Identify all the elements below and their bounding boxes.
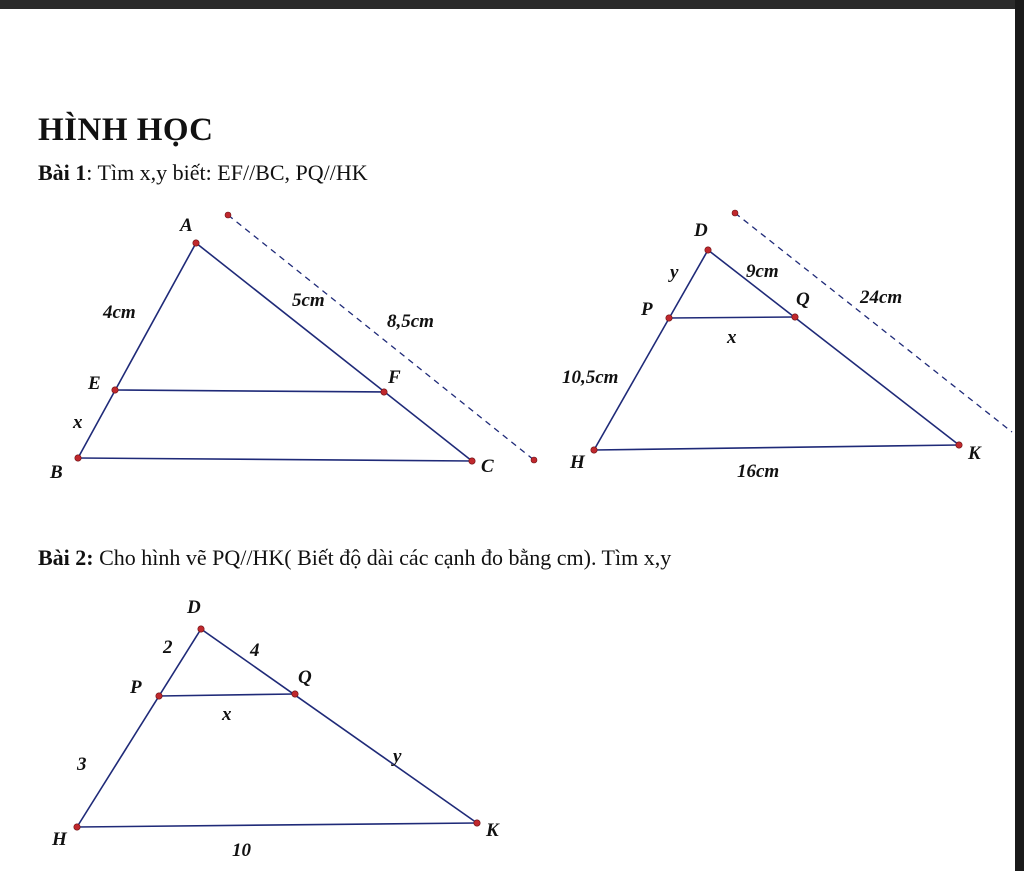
point-p — [156, 693, 162, 699]
dash-end-top — [225, 212, 231, 218]
exercise-1-label: Bài 1 — [38, 160, 87, 185]
measure-af: 5cm — [292, 290, 325, 311]
segment-ac — [196, 243, 472, 461]
label-c: C — [481, 456, 494, 477]
figure-1a-triangle-abc — [49, 212, 537, 483]
measure-hk: 16cm — [737, 461, 780, 482]
point-c — [469, 458, 475, 464]
segment-ab — [78, 243, 196, 458]
point-h — [74, 824, 80, 830]
label-b: B — [50, 462, 63, 483]
point-p — [666, 315, 672, 321]
point-q — [292, 691, 298, 697]
right-edge-bar — [1015, 0, 1024, 871]
segment-ef — [115, 390, 384, 392]
measure-qk: 24cm — [860, 287, 903, 308]
measure-eb: x — [73, 412, 83, 433]
measure-dp: 2 — [163, 637, 173, 658]
measure-dp: y — [670, 262, 679, 283]
measure-dq: 9cm — [746, 261, 779, 282]
label-d: D — [694, 220, 708, 241]
figure-1b-triangle-dhk — [562, 210, 1012, 482]
segment-hk — [594, 445, 959, 450]
label-d: D — [187, 597, 201, 618]
point-q — [792, 314, 798, 320]
point-k — [956, 442, 962, 448]
measure-qk: y — [393, 746, 402, 767]
dashed-measure-ac — [228, 215, 534, 460]
label-h: H — [570, 452, 585, 473]
dash-end-top — [732, 210, 738, 216]
point-d — [705, 247, 711, 253]
segment-bc — [78, 458, 472, 461]
measure-ae: 4cm — [103, 302, 136, 323]
measure-hk: 10 — [232, 840, 251, 861]
measure-pq: x — [222, 704, 232, 725]
label-a: A — [180, 215, 193, 236]
exercise-2-text: Cho hình vẽ PQ//HK( Biết độ dài các cạnh đo bằng cm). Tìm x,y — [93, 545, 672, 570]
measure-fc: 8,5cm — [387, 311, 434, 332]
label-e: E — [88, 373, 101, 394]
label-h: H — [52, 829, 67, 850]
segment-dk — [201, 629, 477, 823]
point-b — [75, 455, 81, 461]
page-title: HÌNH HỌC — [38, 112, 214, 148]
dashed-measure-dk — [735, 213, 1012, 432]
point-h — [591, 447, 597, 453]
segment-hk — [77, 823, 477, 827]
measure-ph: 10,5cm — [562, 367, 619, 388]
label-p: P — [130, 677, 142, 698]
measure-dq: 4 — [250, 640, 260, 661]
segment-pq — [669, 317, 795, 318]
label-q: Q — [796, 289, 810, 310]
dash-end-bottom — [531, 457, 537, 463]
measure-pq: x — [727, 327, 737, 348]
segment-dh — [594, 250, 708, 450]
point-f — [381, 389, 387, 395]
figure-2-triangle-dhk — [51, 597, 500, 861]
label-k: K — [486, 820, 499, 841]
label-f: F — [388, 367, 401, 388]
label-k: K — [968, 443, 981, 464]
label-p: P — [641, 299, 653, 320]
segment-dh — [77, 629, 201, 827]
segment-pq — [159, 694, 295, 696]
exercise-2-label: Bài 2: — [38, 545, 94, 570]
point-k — [474, 820, 480, 826]
point-d — [198, 626, 204, 632]
label-q: Q — [298, 667, 312, 688]
point-a — [193, 240, 199, 246]
point-e — [112, 387, 118, 393]
measure-ph: 3 — [77, 754, 87, 775]
exercise-1-text: : Tìm x,y biết: EF//BC, PQ//HK — [86, 160, 368, 185]
